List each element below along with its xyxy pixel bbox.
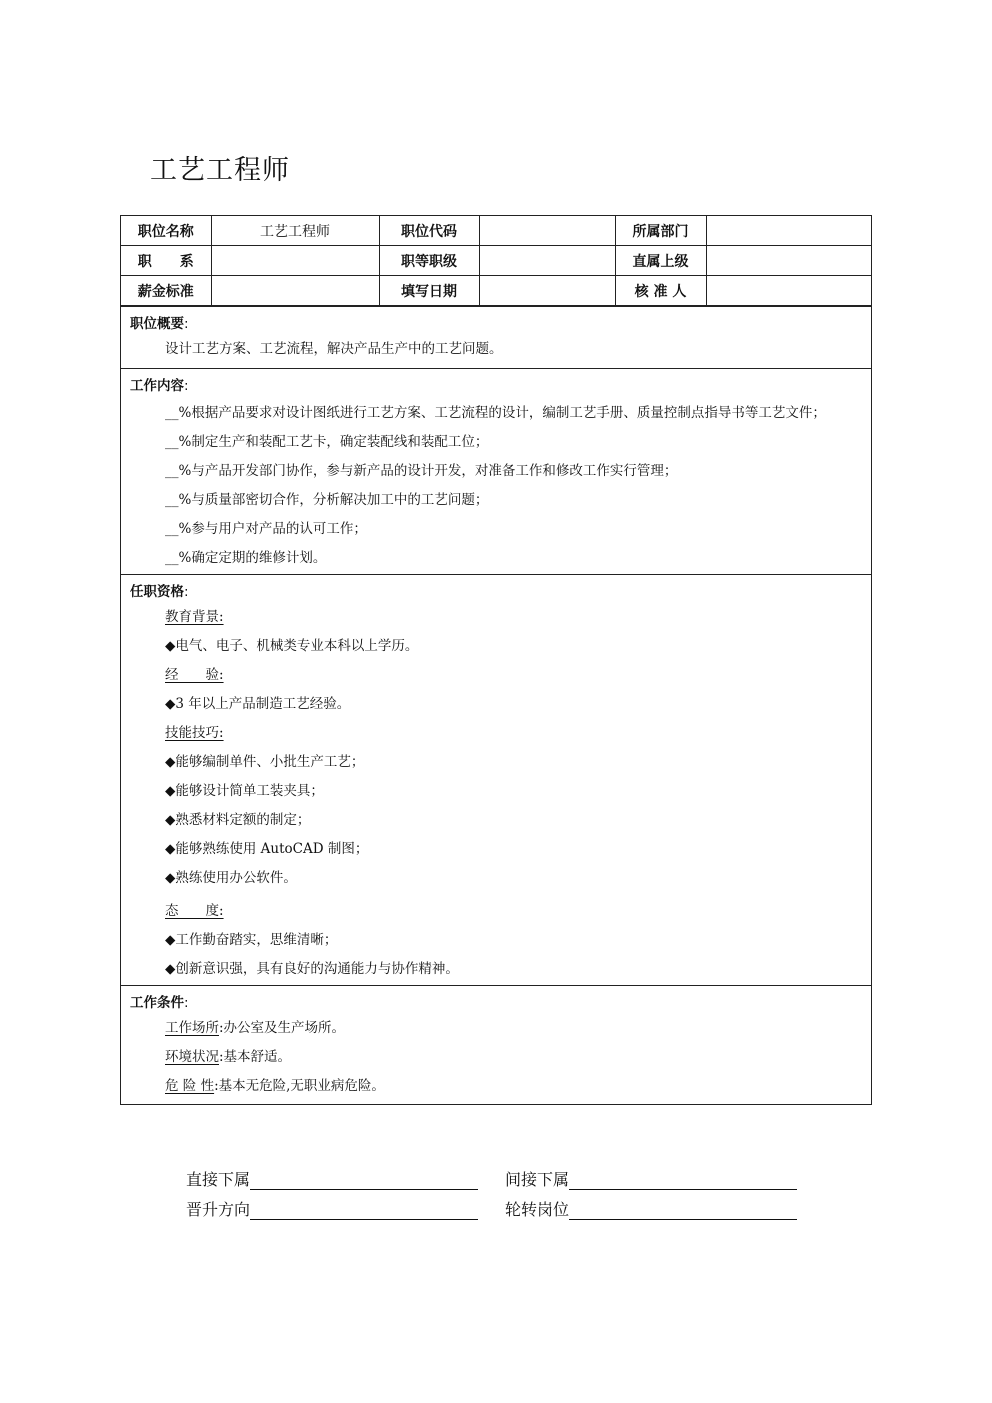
- list-item: __%与质量部密切合作，分析解决加工中的工艺问题；: [165, 492, 489, 508]
- list-item: ◆3 年以上产品制造工艺经验。: [165, 696, 351, 712]
- rotation-blank[interactable]: [569, 1201, 797, 1220]
- list-item: __%确定定期的维修计划。: [165, 550, 327, 566]
- promotion-label: 晋升方向: [186, 1200, 251, 1219]
- list-item: __%根据产品要求对设计图纸进行工艺方案、工艺流程的设计，编制工艺手册、质量控制点指导书等工艺文件；: [165, 405, 826, 421]
- conditions-heading: 工作条件: [130, 995, 184, 1011]
- skills-title: 技能技巧:: [165, 725, 224, 741]
- summary-text: 设计工艺方案、工艺流程，解决产品生产中的工艺问题。: [165, 341, 503, 357]
- label-department: 所属部门: [615, 216, 706, 246]
- label-job-grade: 职等职级: [379, 246, 479, 276]
- label-salary: 薪金标准: [121, 276, 211, 306]
- list-item: __%参与用户对产品的认可工作；: [165, 521, 367, 537]
- value-department[interactable]: [706, 216, 871, 246]
- duties-heading: 工作内容: [130, 378, 184, 394]
- attitude-title: 态 度:: [165, 903, 224, 919]
- indirect-reports-blank[interactable]: [569, 1171, 797, 1190]
- list-item: ◆熟悉材料定额的制定；: [165, 812, 311, 828]
- table-row: [121, 246, 871, 276]
- value-salary[interactable]: [211, 276, 379, 306]
- summary-section: [121, 306, 871, 368]
- page-title: 工艺工程师: [150, 155, 290, 186]
- summary-heading: 职位概要: [130, 316, 184, 332]
- experience-title: 经 验:: [165, 667, 224, 683]
- footer-row: [186, 1160, 797, 1190]
- qualifications-heading: 任职资格: [130, 584, 184, 600]
- qualifications-section: [121, 574, 871, 985]
- environment: [130, 1043, 862, 1072]
- colon: :: [184, 584, 189, 600]
- list-item: __%与产品开发部门协作，参与新产品的设计开发，对准备工作和修改工作实行管理；: [165, 463, 678, 479]
- promotion-blank[interactable]: [250, 1201, 478, 1220]
- work-place: [130, 1014, 862, 1043]
- footer-fields: [186, 1160, 797, 1220]
- environment-label: 环境状况: [165, 1049, 219, 1065]
- list-item: ◆能够编制单件、小批生产工艺；: [165, 754, 365, 770]
- work-place-value: :办公室及生产场所。: [219, 1020, 346, 1036]
- label-position-code: 职位代码: [379, 216, 479, 246]
- footer-row: [186, 1190, 797, 1220]
- risk: [130, 1072, 862, 1101]
- environment-value: :基本舒适。: [219, 1049, 292, 1065]
- colon: :: [184, 995, 189, 1011]
- label-supervisor: 直属上级: [615, 246, 706, 276]
- label-fill-date: 填写日期: [379, 276, 479, 306]
- education-title: 教育背景:: [165, 609, 224, 625]
- indirect-reports-label: 间接下属: [505, 1170, 570, 1189]
- value-position-code[interactable]: [479, 216, 615, 246]
- label-position-name: 职位名称: [121, 216, 211, 246]
- value-job-grade[interactable]: [479, 246, 615, 276]
- table-row: [121, 216, 871, 246]
- info-table: [121, 216, 871, 306]
- label-job-series: 职 系: [121, 246, 211, 276]
- work-place-label: 工作场所: [165, 1020, 219, 1036]
- job-description-form: [120, 215, 872, 1105]
- value-supervisor[interactable]: [706, 246, 871, 276]
- risk-value: :基本无危险,无职业病危险。: [214, 1078, 385, 1094]
- duties-section: [121, 368, 871, 574]
- value-approver[interactable]: [706, 276, 871, 306]
- list-item: ◆电气、电子、机械类专业本科以上学历。: [165, 638, 419, 654]
- value-fill-date[interactable]: [479, 276, 615, 306]
- rotation-label: 轮转岗位: [505, 1200, 570, 1219]
- conditions-section: [121, 985, 871, 1104]
- list-item: ◆工作勤奋踏实，思维清晰；: [165, 932, 338, 948]
- direct-reports-label: 直接下属: [186, 1170, 251, 1189]
- colon: :: [184, 316, 189, 332]
- list-item: ◆熟练使用办公软件。: [165, 870, 297, 886]
- direct-reports-blank[interactable]: [250, 1171, 478, 1190]
- table-row: [121, 276, 871, 306]
- risk-label: 危 险 性: [165, 1078, 215, 1094]
- value-position-name[interactable]: 工艺工程师: [211, 216, 379, 246]
- label-approver: 核 准 人: [615, 276, 706, 306]
- list-item: ◆能够设计简单工装夹具；: [165, 783, 324, 799]
- value-job-series[interactable]: [211, 246, 379, 276]
- list-item: ◆能够熟练使用 AutoCAD 制图；: [165, 841, 369, 857]
- colon: :: [184, 378, 189, 394]
- list-item: ◆创新意识强，具有良好的沟通能力与协作精神。: [165, 961, 459, 977]
- list-item: __%制定生产和装配工艺卡，确定装配线和装配工位；: [165, 434, 489, 450]
